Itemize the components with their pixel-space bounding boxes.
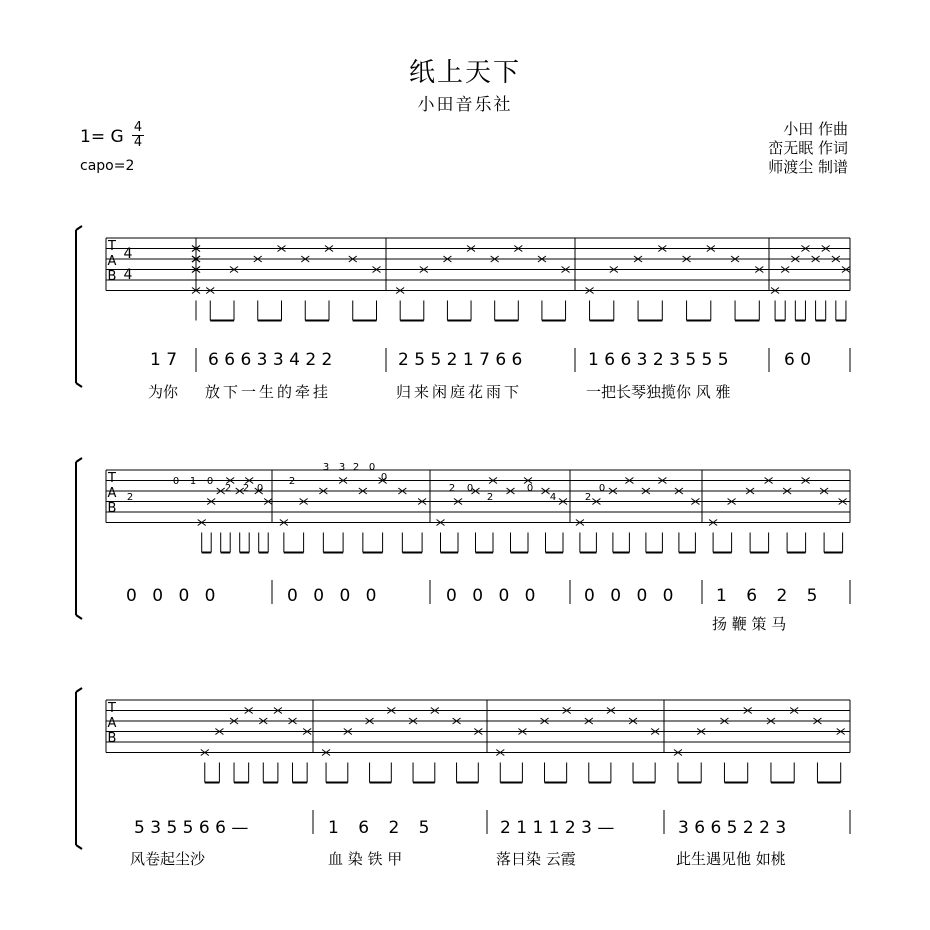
- tab-number-14: 0: [466, 483, 474, 494]
- tab-number-10: 2: [352, 462, 360, 473]
- tab-letter-s1-0: T: [108, 239, 116, 254]
- tab-letter-s1-2: B: [107, 269, 117, 284]
- song-title: 纸上天下: [408, 58, 521, 88]
- tab-letter-s3-1: A: [107, 716, 117, 731]
- tab-number-0: 2: [126, 492, 134, 503]
- jianpu-s2-m2: 0 0 0 0: [446, 586, 536, 606]
- tab-number-2: 1: [189, 476, 197, 487]
- jianpu-s3-m1: 1 6 2 5: [328, 818, 430, 838]
- jianpu-s1-m1: 6 6 6 3 3 4 2 2: [208, 350, 333, 370]
- jianpu-s1-m2: 2 5 5 2 1 7 6 6: [398, 350, 523, 370]
- tab-number-1: 0: [172, 476, 180, 487]
- lyric-s1-2: 归来闲庭花雨下: [396, 383, 523, 401]
- time-signature-bottom: 4: [133, 135, 143, 150]
- key-signature: 1= G: [80, 127, 124, 147]
- tab-number-11: 0: [368, 462, 376, 473]
- system-bracket-bot-s2: [76, 615, 82, 619]
- tab-number-4: 2: [224, 483, 232, 494]
- jianpu-s3-m2: 2 1 1 1 2 3 —: [500, 818, 615, 838]
- tab-time-top: 4: [123, 246, 133, 262]
- tab-letter-s2-0: T: [108, 471, 116, 486]
- tab-number-3: 0: [206, 476, 214, 487]
- time-signature-top: 4: [133, 120, 143, 135]
- tab-letter-s3-0: T: [108, 701, 116, 716]
- tab-number-5: 2: [242, 483, 250, 494]
- tab-letter-s2-2: B: [107, 501, 117, 516]
- jianpu-s3-m0: 5 3 5 5 6 6 —: [134, 818, 249, 838]
- lyric-s3-0: 风卷起尘沙: [130, 850, 206, 868]
- tab-letter-s3-2: B: [107, 731, 117, 746]
- tab-number-7: 2: [288, 476, 296, 487]
- credit-transcriber: 师渡尘 制谱: [768, 158, 848, 176]
- jianpu-s2-m3: 0 0 0 0: [584, 586, 674, 606]
- tab-number-8: 3: [322, 462, 330, 473]
- system-bracket-top-s3: [76, 688, 82, 692]
- tab-time-bottom: 4: [123, 267, 133, 283]
- system-bracket-top-s1: [76, 226, 82, 230]
- tab-number-13: 2: [448, 483, 456, 494]
- credit-lyricist: 峦无眠 作词: [768, 139, 848, 157]
- jianpu-s1-m4: 6 0: [784, 350, 812, 370]
- tab-number-12: 0: [380, 472, 388, 483]
- lyric-s3-2: 落日染 云霞: [496, 850, 576, 868]
- lyric-s2-0: 扬 鞭 策 马: [712, 615, 787, 633]
- jianpu-s1-m3: 1 6 6 3 2 3 5 5 5: [588, 350, 729, 370]
- jianpu-s3-m3: 3 6 6 5 2 2 3: [678, 818, 787, 838]
- lyric-s1-3: 一把长琴独揽你 风 雅: [586, 383, 731, 401]
- tab-number-17: 4: [549, 492, 557, 503]
- jianpu-s2-m4: 1 6 2 5: [716, 586, 818, 606]
- jianpu-s2-m0: 0 0 0 0: [126, 586, 216, 606]
- tab-number-19: 0: [598, 483, 606, 494]
- system-bracket-top-s2: [76, 458, 82, 462]
- tab-number-16: 0: [526, 483, 534, 494]
- tab-number-18: 2: [584, 492, 592, 503]
- tab-number-9: 3: [338, 462, 346, 473]
- tab-number-6: 0: [256, 483, 264, 494]
- system-bracket-bot-s1: [76, 383, 82, 387]
- jianpu-s1-m0: 1 7: [150, 350, 178, 370]
- lyric-s1-0: 为你: [148, 383, 179, 401]
- lyric-s1-1: 放下一生的牵挂: [205, 383, 332, 401]
- capo-label: capo=2: [80, 158, 135, 174]
- jianpu-s2-m1: 0 0 0 0: [287, 586, 377, 606]
- credit-composer: 小田 作曲: [783, 120, 848, 138]
- tab-letter-s1-1: A: [107, 254, 117, 269]
- tab-letter-s2-1: A: [107, 486, 117, 501]
- system-bracket-bot-s3: [76, 845, 82, 849]
- lyric-s3-3: 此生遇见他 如桃: [676, 850, 786, 868]
- lyric-s3-1: 血 染 铁 甲: [328, 850, 403, 868]
- song-subtitle: 小田音乐社: [417, 95, 513, 115]
- tab-number-15: 2: [486, 492, 494, 503]
